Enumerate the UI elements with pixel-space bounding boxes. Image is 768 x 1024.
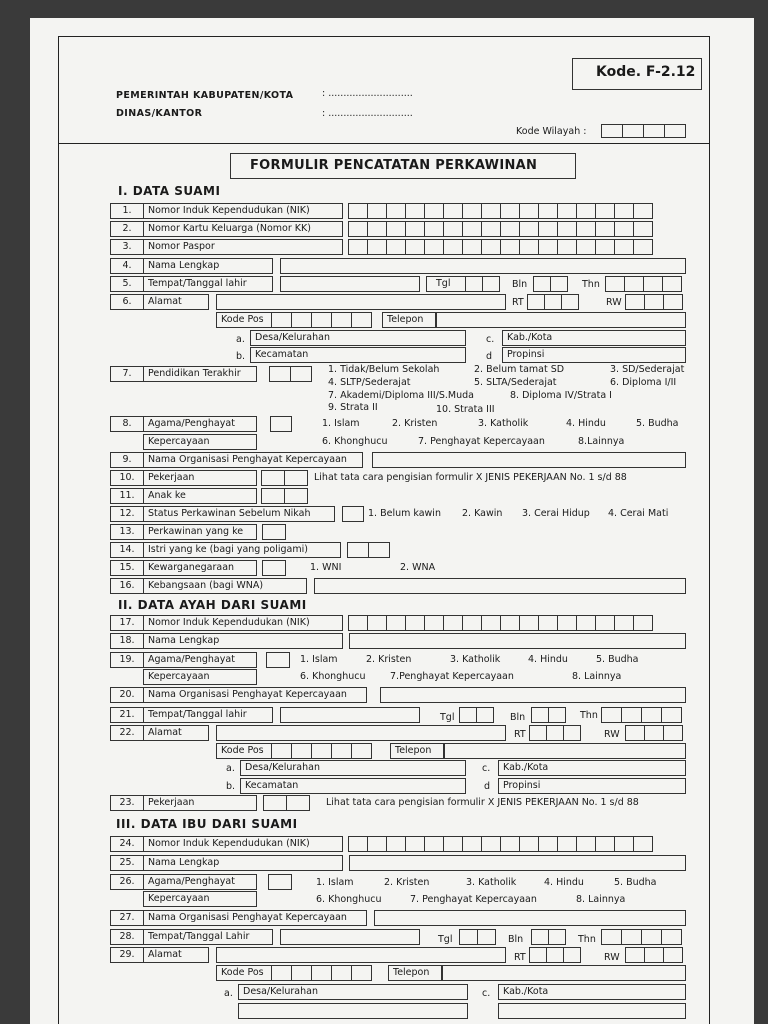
desa-suami-input[interactable]: Desa/Kelurahan [250, 330, 466, 346]
rw-ibu-cells[interactable] [626, 947, 683, 963]
opt-a: a. [224, 988, 233, 999]
field-number: 22. [110, 725, 144, 741]
opt-c: c. [482, 763, 491, 774]
agama-opt: 7. Penghayat Kepercayaan [410, 894, 537, 905]
telepon-ayah-input[interactable] [444, 743, 686, 759]
field-number: 14. [110, 542, 144, 558]
kode-wilayah-label: Kode Wilayah : [516, 126, 587, 137]
field-number: 5. [110, 276, 144, 292]
org-ayah-input[interactable] [380, 687, 686, 703]
tgl-ibu-cells[interactable] [460, 929, 496, 945]
kodepos-suami-cells[interactable] [272, 312, 372, 328]
field-number: 26. [110, 874, 144, 890]
bln-ibu-cells[interactable] [532, 929, 566, 945]
kodepos-ayah-cells[interactable] [272, 743, 372, 759]
tempat-lahir-ibu-input[interactable] [280, 929, 420, 945]
agama-opt: 4. Hindu [566, 418, 606, 429]
kepercayaan-suami-label: Kepercayaan [143, 434, 257, 450]
agama-opt: 4. Hindu [544, 877, 584, 888]
pemerintah-label: PEMERINTAH KABUPATEN/KOTA [116, 90, 294, 101]
thn-suami-cells[interactable] [606, 276, 682, 292]
pendidikan-suami-cells[interactable] [270, 366, 312, 382]
agama-ibu-label: Agama/Penghayat [143, 874, 257, 890]
pekerjaan-suami-label: Pekerjaan [143, 470, 257, 486]
opt-d: d [484, 781, 491, 792]
tgl-label: Tgl [436, 278, 451, 289]
rw-label: RW [604, 729, 620, 740]
nama-ibu-input[interactable] [349, 855, 686, 871]
opt-a: a. [226, 763, 235, 774]
rt-ayah-cells[interactable] [530, 725, 581, 741]
field-number: 15. [110, 560, 144, 576]
desa-ayah-input[interactable]: Desa/Kelurahan [240, 760, 466, 776]
agama-opt: 8. Lainnya [572, 671, 622, 682]
kebangsaan-label: Kebangsaan (bagi WNA) [143, 578, 307, 594]
kk-suami-cells[interactable] [349, 221, 653, 237]
wn-opt: 2. WNA [400, 562, 436, 573]
kk-suami-label: Nomor Kartu Keluarga (Nomor KK) [143, 221, 343, 237]
agama-opt: 6. Khonghucu [300, 671, 366, 682]
org-suami-input[interactable] [372, 452, 686, 468]
agama-opt: 8.Lainnya [578, 436, 625, 447]
ttl-suami-label: Tempat/Tanggal lahir [143, 276, 273, 292]
field-number: 1. [110, 203, 144, 219]
anak-ke-cells[interactable] [262, 488, 308, 504]
dinas-label: DINAS/KANTOR [116, 108, 203, 119]
rt-label: RT [512, 297, 524, 308]
field-number: 7. [110, 366, 144, 382]
field-number: 13. [110, 524, 144, 540]
bln-label: Bln [512, 279, 528, 290]
rt-suami-cells[interactable] [528, 294, 579, 310]
telepon-label: Telepon [382, 312, 436, 328]
agama-opt: 2. Kristen [384, 877, 430, 888]
field-number: 6. [110, 294, 144, 310]
field-number: 16. [110, 578, 144, 594]
nama-ayah-label: Nama Lengkap [143, 633, 343, 649]
agama-opt: 3. Katholik [450, 654, 501, 665]
kec-suami-input[interactable]: Kecamatan [250, 347, 466, 363]
field-number: 18. [110, 633, 144, 649]
status-opt: 1. Belum kawin [368, 508, 441, 519]
rt-label: RT [514, 952, 526, 963]
prop-suami-input[interactable]: Propinsi [502, 347, 686, 363]
kodepos-label: Kode Pos [216, 965, 272, 981]
alamat-ibu-label: Alamat [143, 947, 209, 963]
alamat-suami-input[interactable] [216, 294, 506, 310]
agama-opt: 4. Hindu [528, 654, 568, 665]
pendidikan-suami-label: Pendidikan Terakhir [143, 366, 257, 382]
nik-ayah-cells[interactable] [349, 615, 653, 631]
org-ibu-label: Nama Organisasi Penghayat Kepercayaan [143, 910, 367, 926]
kodepos-ibu-cells[interactable] [272, 965, 372, 981]
nik-ibu-label: Nomor Induk Kependudukan (NIK) [143, 836, 343, 852]
pemerintah-dots: : ............................ [322, 88, 413, 99]
perkawinan-ke-input[interactable] [262, 524, 286, 540]
field-number: 20. [110, 687, 144, 703]
rw-label: RW [604, 952, 620, 963]
agama-opt: 2. Kristen [392, 418, 438, 429]
telepon-label: Telepon [390, 743, 444, 759]
rt-label: RT [514, 729, 526, 740]
status-opt: 4. Cerai Mati [608, 508, 669, 519]
pendidikan-opt: 8. Diploma IV/Strata I [510, 390, 612, 401]
thn-ayah-cells[interactable] [602, 707, 682, 723]
agama-opt: 5. Budha [596, 654, 639, 665]
kebangsaan-input[interactable] [314, 578, 686, 594]
kewarganegaraan-label: Kewarganegaraan [143, 560, 257, 576]
prop-ayah-input[interactable]: Propinsi [498, 778, 686, 794]
tgl-ayah-cells[interactable] [460, 707, 494, 723]
field-number: 3. [110, 239, 144, 255]
agama-opt: 6. Khonghucu [316, 894, 382, 905]
ttl-ayah-label: Tempat/Tanggal lahir [143, 707, 273, 723]
thn-ibu-cells[interactable] [602, 929, 682, 945]
agama-opt: 2. Kristen [366, 654, 412, 665]
kepercayaan-ayah-label: Kepercayaan [143, 669, 257, 685]
perkawinan-ke-label: Perkawinan yang ke [143, 524, 257, 540]
kewarganegaraan-input[interactable] [262, 560, 286, 576]
agama-ayah-label: Agama/Penghayat [143, 652, 257, 668]
nik-suami-label: Nomor Induk Kependudukan (NIK) [143, 203, 343, 219]
alamat-ayah-label: Alamat [143, 725, 209, 741]
thn-label: Thn [582, 279, 600, 290]
section-ayah-title: II. DATA AYAH DARI SUAMI [118, 598, 307, 612]
status-opt: 2. Kawin [462, 508, 503, 519]
nama-suami-label: Nama Lengkap [143, 258, 273, 274]
field-number: 4. [110, 258, 144, 274]
thn-label: Thn [580, 710, 598, 721]
agama-opt: 5. Budha [636, 418, 679, 429]
field-number: 17. [110, 615, 144, 631]
nama-ibu-label: Nama Lengkap [143, 855, 343, 871]
kodepos-label: Kode Pos [216, 743, 272, 759]
kepercayaan-ibu-label: Kepercayaan [143, 891, 257, 907]
field-number: 8. [110, 416, 144, 432]
nik-ibu-cells[interactable] [349, 836, 653, 852]
bln-label: Bln [508, 934, 524, 945]
agama-opt: 6. Khonghucu [322, 436, 388, 447]
tempat-lahir-suami-input[interactable] [280, 276, 420, 292]
org-ibu-input[interactable] [374, 910, 686, 926]
pendidikan-opt: 9. Strata II [328, 402, 378, 413]
lihat-note: Lihat tata cara pengisian formulir X JENIS PEKERJAAN No. 1 s/d 88 [314, 472, 627, 483]
rw-label: RW [606, 297, 622, 308]
pendidikan-opt: 1. Tidak/Belum Sekolah [328, 364, 440, 375]
agama-opt: 7.Penghayat Kepercayaan [390, 671, 514, 682]
telepon-ibu-input[interactable] [442, 965, 686, 981]
bln-suami-cells[interactable] [534, 276, 568, 292]
section-ibu-title: III. DATA IBU DARI SUAMI [116, 817, 298, 831]
nama-suami-input[interactable] [280, 258, 686, 274]
field-number: 23. [110, 795, 144, 811]
kodepos-label: Kode Pos [216, 312, 272, 328]
org-suami-label: Nama Organisasi Penghayat Kepercayaan [143, 452, 363, 468]
status-label: Status Perkawinan Sebelum Nikah [143, 506, 335, 522]
field-number: 10. [110, 470, 144, 486]
telepon-label: Telepon [388, 965, 442, 981]
pendidikan-opt: 6. Diploma I/II [610, 377, 677, 388]
nik-suami-cells[interactable] [349, 203, 653, 219]
agama-opt: 1. Islam [322, 418, 360, 429]
paspor-suami-cells[interactable] [349, 239, 653, 255]
field-number: 29. [110, 947, 144, 963]
section-suami-title: I. DATA SUAMI [118, 184, 221, 198]
field-number: 24. [110, 836, 144, 852]
tempat-lahir-ayah-input[interactable] [280, 707, 420, 723]
paspor-suami-label: Nomor Paspor [143, 239, 343, 255]
lihat-note: Lihat tata cara pengisian formulir X JENIS PEKERJAAN No. 1 s/d 88 [326, 797, 639, 808]
agama-opt: 1. Islam [300, 654, 338, 665]
agama-opt: 1. Islam [316, 877, 354, 888]
dinas-dots: : ............................ [322, 108, 413, 119]
kode-wilayah-cells[interactable] [602, 124, 686, 138]
thn-label: Thn [578, 934, 596, 945]
agama-ayah-input[interactable] [266, 652, 290, 668]
opt-b: b. [226, 781, 236, 792]
kab-suami-input[interactable]: Kab./Kota [502, 330, 686, 346]
field-number: 12. [110, 506, 144, 522]
agama-opt: 7. Penghayat Kepercayaan [418, 436, 545, 447]
ttl-ibu-label: Tempat/Tanggal Lahir [143, 929, 273, 945]
opt-c: c. [482, 988, 491, 999]
istri-ke-label: Istri yang ke (bagi yang poligami) [143, 542, 341, 558]
agama-suami-input[interactable] [270, 416, 292, 432]
agama-ibu-input[interactable] [268, 874, 292, 890]
tgl-label: Tgl [440, 712, 455, 723]
pendidikan-opt: 5. SLTA/Sederajat [474, 377, 557, 388]
prop-ibu-input-partial[interactable] [498, 1003, 686, 1019]
pekerjaan-suami-cells[interactable] [262, 470, 308, 486]
rw-ayah-cells[interactable] [626, 725, 683, 741]
agama-suami-label: Agama/Penghayat [143, 416, 257, 432]
istri-ke-cells[interactable] [348, 542, 390, 558]
pekerjaan-ayah-cells[interactable] [264, 795, 310, 811]
pendidikan-opt: 4. SLTP/Sederajat [328, 377, 411, 388]
anak-ke-label: Anak ke [143, 488, 257, 504]
agama-opt: 3. Katholik [466, 877, 517, 888]
alamat-ibu-input[interactable] [216, 947, 506, 963]
tgl-suami-cells[interactable] [466, 276, 500, 292]
kab-ibu-input[interactable]: Kab./Kota [498, 984, 686, 1000]
rt-ibu-cells[interactable] [530, 947, 581, 963]
opt-d: d [486, 351, 493, 362]
kec-ibu-input-partial[interactable] [238, 1003, 468, 1019]
pendidikan-opt: 3. SD/Sederajat [610, 364, 685, 375]
form-code: Kode. F-2.12 [596, 64, 696, 80]
alamat-suami-label: Alamat [143, 294, 209, 310]
field-number: 21. [110, 707, 144, 723]
pendidikan-opt: 7. Akademi/Diploma III/S.Muda [328, 390, 474, 401]
wn-opt: 1. WNI [310, 562, 342, 573]
opt-b: b. [236, 351, 246, 362]
opt-c: c. [486, 334, 495, 345]
opt-a: a. [236, 334, 245, 345]
telepon-suami-input[interactable] [436, 312, 686, 328]
desa-ibu-input[interactable]: Desa/Kelurahan [238, 984, 468, 1000]
field-number: 28. [110, 929, 144, 945]
pekerjaan-ayah-label: Pekerjaan [143, 795, 257, 811]
agama-opt: 3. Katholik [478, 418, 529, 429]
pendidikan-opt: 10. Strata III [436, 404, 495, 415]
form-title: FORMULIR PENCATATAN PERKAWINAN [250, 158, 538, 173]
agama-opt: 5. Budha [614, 877, 657, 888]
rw-suami-cells[interactable] [626, 294, 683, 310]
kec-ayah-input[interactable]: Kecamatan [240, 778, 466, 794]
field-number: 11. [110, 488, 144, 504]
pendidikan-opt: 2. Belum tamat SD [474, 364, 565, 375]
kab-ayah-input[interactable]: Kab./Kota [498, 760, 686, 776]
agama-opt: 8. Lainnya [576, 894, 626, 905]
header-divider [58, 143, 710, 144]
status-input[interactable] [342, 506, 364, 522]
field-number: 25. [110, 855, 144, 871]
field-number: 2. [110, 221, 144, 237]
field-number: 19. [110, 652, 144, 668]
org-ayah-label: Nama Organisasi Penghayat Kepercayaan [143, 687, 367, 703]
nik-ayah-label: Nomor Induk Kependudukan (NIK) [143, 615, 343, 631]
tgl-label: Tgl [438, 934, 453, 945]
alamat-ayah-input[interactable] [216, 725, 506, 741]
bln-ayah-cells[interactable] [532, 707, 566, 723]
field-number: 9. [110, 452, 144, 468]
bln-label: Bln [510, 712, 526, 723]
nama-ayah-input[interactable] [349, 633, 686, 649]
field-number: 27. [110, 910, 144, 926]
status-opt: 3. Cerai Hidup [522, 508, 590, 519]
